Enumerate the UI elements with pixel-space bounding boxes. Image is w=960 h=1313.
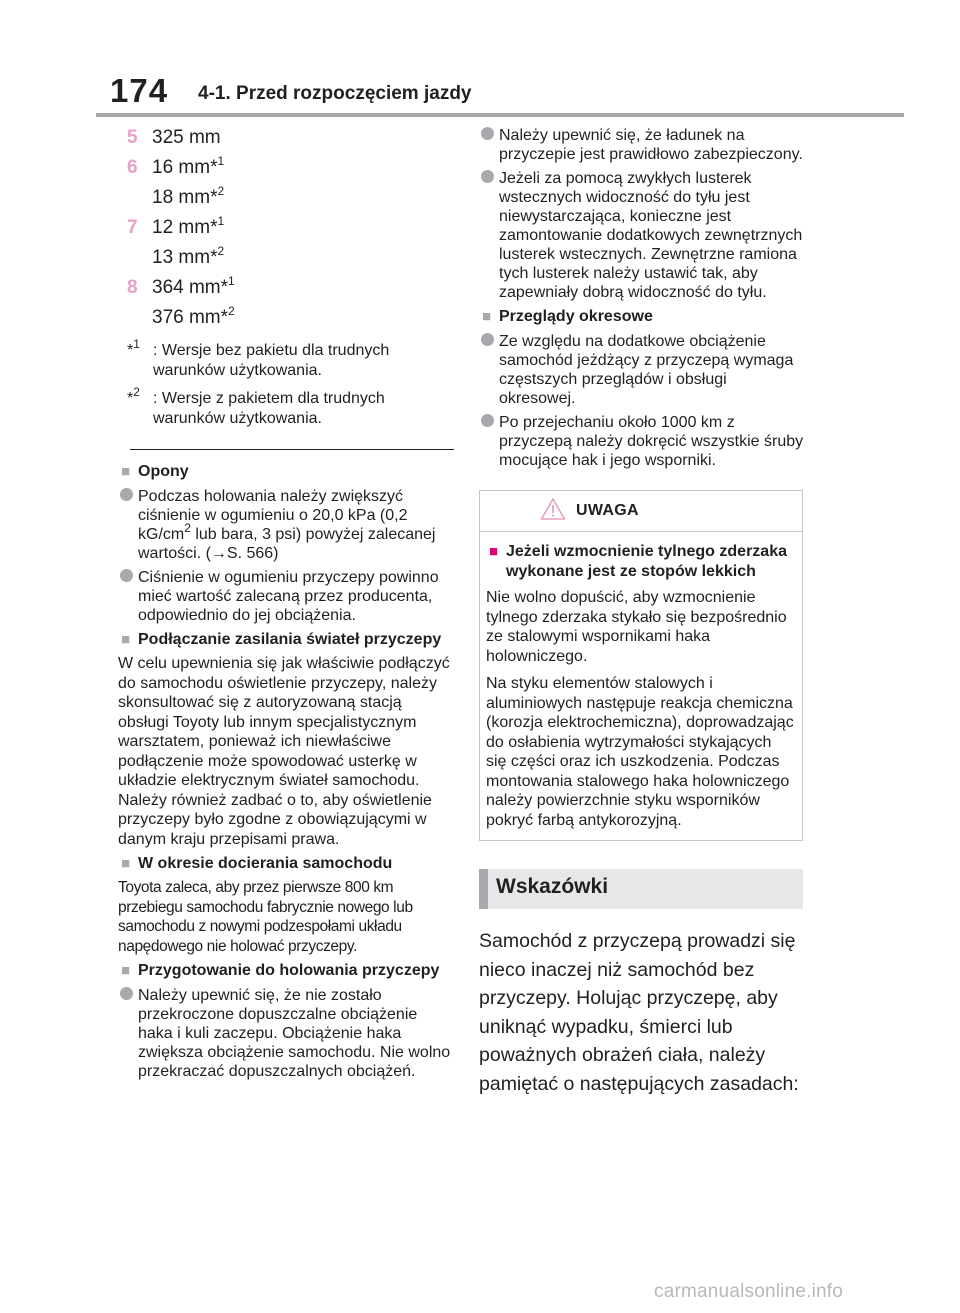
circle-bullet-icon [481, 127, 494, 140]
square-bullet-icon: ■ [121, 631, 131, 648]
dimension-value: 13 mm*$^2$ [152, 243, 225, 268]
warning-triangle-icon [540, 497, 566, 526]
dimension-value: 325 mm [152, 127, 221, 148]
dimension-row [118, 123, 454, 153]
dimension-row [118, 183, 454, 213]
footnote: *$^1$ : Wersje bez pakietu dla trudnych warunków użytkowania. [127, 336, 390, 379]
circle-bullet-icon [120, 569, 133, 582]
circle-bullet-icon [120, 987, 133, 1000]
heading-tyres: ■ Opony [121, 463, 189, 480]
square-bullet-icon: ■ [489, 543, 499, 560]
list-item: Należy upewnić się, że nie zostało przekroczone dopuszczalne obciążenie haka i kuli zaczepu. Obciążenie haka zwiększa obciążenie samochodu. Nie wolno przekraczać dopuszczalnych obciążeń. [118, 986, 454, 1081]
warning-header [480, 491, 802, 532]
tips-label: Wskazówki [496, 875, 609, 898]
dimension-number: 8 [127, 277, 138, 298]
page-number: 174 [110, 72, 169, 109]
column-divider [130, 449, 454, 450]
list-item: Podczas holowania należy zwiększyć ciśnienie w ogumieniu o 20,0 kPa (0,2 $kG/cm^2$ lub bara, 3 psi) powyżej zalecanej wartości. (→S. 566) [118, 487, 454, 563]
right-column [479, 123, 805, 1098]
list-item: Ciśnienie w ogumieniu przyczepy powinno mieć wartość zalecaną przez producenta, odpowiednio do jej obciążenia. [118, 568, 454, 625]
left-column [118, 123, 454, 1081]
tips-paragraph: Samochód z przyczepą prowadzi się nieco inaczej niż samochód bez przyczepy. Holując przyczepę, aby uniknąć wypadku, śmierci lub poważnych obrażeń ciała, należy pamiętać o następujących zasadach: [479, 930, 799, 1095]
circle-bullet-icon [481, 333, 494, 346]
tips-header [479, 869, 803, 909]
heading-towing-preparation: ■ Przygotowanie do holowania przyczepy [121, 962, 440, 979]
square-bullet-icon: ■ [121, 855, 131, 872]
circle-bullet-icon [481, 170, 494, 183]
list-item: Po przejechaniu około 1000 km z przyczepą należy dokręcić wszystkie śruby mocujące hak i jego wsporniki. [479, 413, 805, 470]
list-item: Ze względu na dodatkowe obciążenie samochód jeżdżący z przyczepą wymaga częstszych przeglądów i obsługi okresowej. [479, 332, 805, 408]
warning-paragraph: Na styku elementów stalowych i aluminiowych następuje reakcja chemiczna (korozja elektrochemiczna), doprowadzając do osłabienia wytrzymałości stykających się części oraz ich uszkodzenia. Podczas montowania stalowego haka holowniczego należy powierzchnie styku wsporników pokryć farbą antykorozyjną. [486, 675, 794, 829]
dimension-row [118, 243, 454, 273]
list-item: Należy upewnić się, że ładunek na przyczepie jest prawidłowo zabezpieczony. [479, 126, 805, 164]
dimension-row [118, 153, 454, 183]
dimension-number: 6 [127, 157, 138, 178]
dimension-value: 18 mm*$^2$ [152, 183, 225, 208]
paragraph: Toyota zaleca, aby przez pierwsze 800 km przebiegu samochodu fabrycznie nowego lub samochodu z nowymi podzespołami układu napędowego nie holować przyczepy. [118, 879, 413, 955]
dimension-row [118, 303, 454, 333]
warning-label: UWAGA [576, 502, 639, 519]
paragraph: W celu upewnienia się jak właściwie podłączyć do samochodu oświetlenie przyczepy, należy skonsultować się z autoryzowaną stacją obsługi Toyoty lub innym specjalistycznym warsztatem, ponieważ ich niewłaściwe podłączenie może spowodować usterkę w układzie elektrycznym świateł samochodu. Należy również zadbać o to, aby oświetlenie przyczepy było zgodne z obowiązującymi w danym kraju przepisami prawa. [118, 655, 450, 848]
heading-break-in: ■ W okresie docierania samochodu [121, 855, 393, 872]
watermark: carmanualsonline.info [654, 1281, 844, 1302]
heading-periodic-inspection: ■ Przeglądy okresowe [482, 308, 653, 325]
dimension-number: 5 [127, 127, 138, 148]
section-title: 4-1. Przed rozpoczęciem jazdy [198, 83, 472, 104]
circle-bullet-icon [120, 488, 133, 501]
footnote: *$^2$ : Wersje z pakietem dla trudnych warunków użytkowania. [127, 384, 385, 427]
square-bullet-icon: ■ [482, 308, 492, 325]
square-bullet-icon: ■ [121, 463, 131, 480]
dimension-row [118, 213, 454, 243]
dimension-value: 376 mm*$^2$ [152, 303, 235, 328]
dimension-value: 16 mm*$^1$ [152, 153, 225, 178]
header-rule [96, 113, 904, 117]
warning-box [479, 490, 803, 841]
dimension-value: 12 mm*$^1$ [152, 213, 225, 238]
dimension-value: 364 mm*$^1$ [152, 273, 235, 298]
list-item: Jeżeli za pomocą zwykłych lusterek wstecznych widoczność do tyłu jest niewystarczająca, konieczne jest zamontowanie dodatkowych zewnętrznych lusterek wstecznych. Zewnętrzne ramiona tych lusterek należy ustawić tak, aby zapewniały dobrą widoczność do tyłu. [479, 169, 805, 302]
dimension-number: 7 [127, 217, 138, 238]
circle-bullet-icon [481, 414, 494, 427]
tips-accent-bar [479, 869, 488, 909]
warning-paragraph: Nie wolno dopuścić, aby wzmocnienie tylnego zderzaka stykało się bezpośrednio ze stalowymi wspornikami haka holowniczego. [486, 589, 787, 665]
dimension-row [118, 273, 454, 303]
square-bullet-icon: ■ [121, 962, 131, 979]
warning-title: ■ Jeżeli wzmocnienie tylnego zderzaka wykonane jest ze stopów lekkich [489, 543, 787, 580]
heading-trailer-lights: ■ Podłączanie zasilania świateł przyczepy [121, 631, 442, 648]
